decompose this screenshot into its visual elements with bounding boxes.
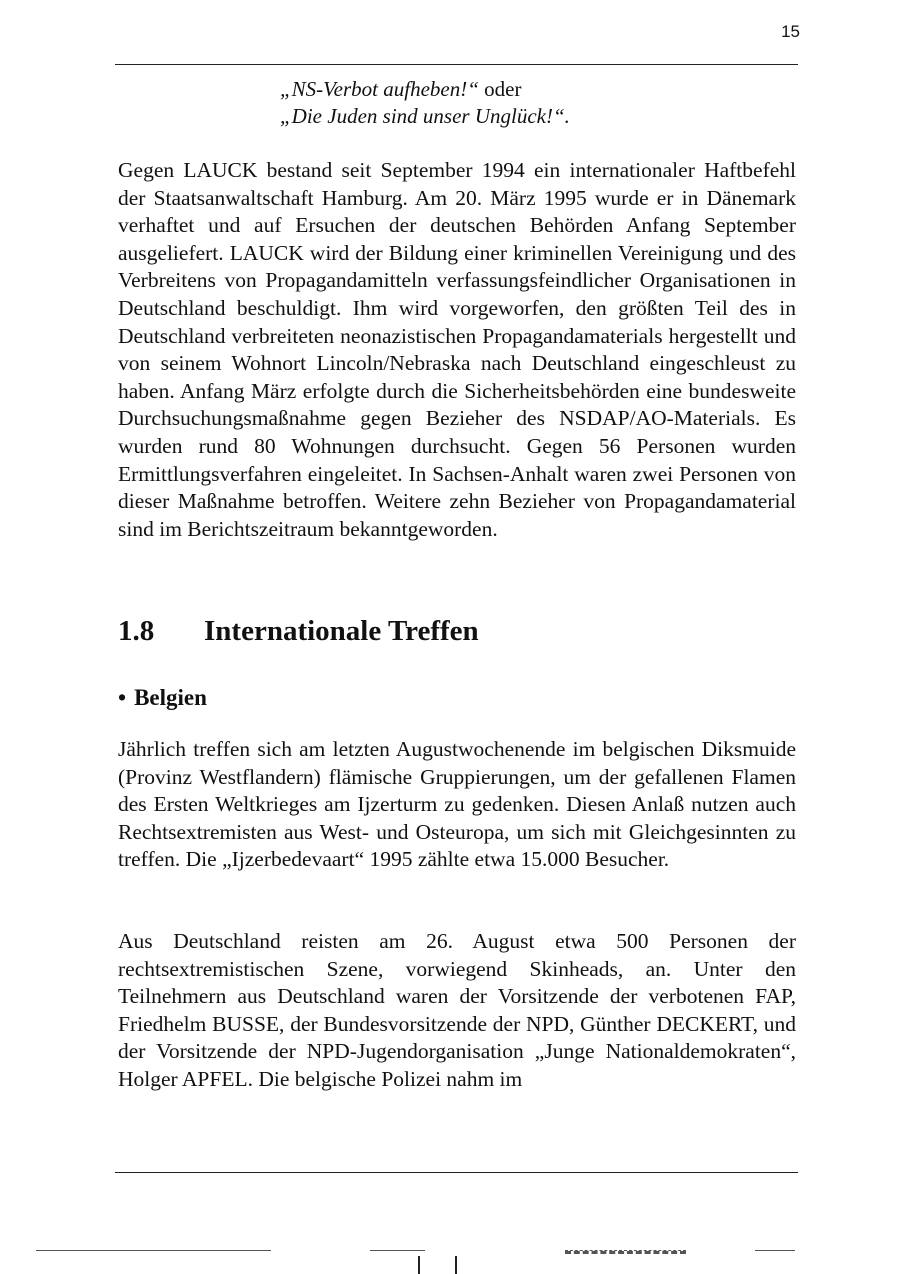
section-heading — [118, 614, 479, 648]
bullet-icon: • — [118, 685, 127, 710]
scan-artifact-mark — [455, 1256, 457, 1274]
header-rule — [115, 64, 798, 65]
scan-artifact-line — [36, 1250, 271, 1251]
footer-rule — [115, 1172, 798, 1173]
quote-line-1 — [280, 76, 521, 102]
paragraph-diksmuide: Jährlich treffen sich am letzten Augustwochenende im belgischen Diksmuide (Provinz Westflandern) flämische Gruppierungen, um der gefallenen Flamen des Ersten Weltkrieges am Ijzerturm zu gedenken. Diesen Anlaß nutzen auch Rechtsextremisten aus West- und Osteuropa, um sich mit Gleichgesinnten zu treffen. Die „Ijzerbedevaart“ 1995 zählte etwa 15.000 Besucher. — [118, 737, 796, 872]
quote-slogan-2: „Die Juden sind unser Unglück!“. — [280, 104, 570, 128]
section-number: 1.8 — [118, 615, 155, 647]
paragraph-lauck: Gegen LAUCK bestand seit September 1994 ein internationaler Haftbefehl der Staatsanwaltschaft Hamburg. Am 20. März 1995 wurde er in Dänemark verhaftet und auf Ersuchen der deutschen Behörden Anfang September ausgeliefert. LAUCK wird der Bildung einer kriminellen Vereinigung und des Verbreitens von Propagandamitteln verfassungsfeindlicher Organisationen in Deutschland beschuldigt. Ihm wird vorgeworfen, den größten Teil des in Deutschland verbreiteten neonazistischen Propagandamaterials hergestellt und von seinem Wohnort Lincoln/Nebraska nach Deutschland eingeschleust zu haben. Anfang März erfolgte durch die Sicherheitsbehörden eine bundesweite Durchsuchungsmaßnahme gegen Bezieher des NSDAP/AO-Materials. Es wurden rund 80 Wohnungen durchsucht. Gegen 56 Personen wurden Ermittlungsverfahren eingeleitet. In Sachsen-Anhalt waren zwei Personen von dieser Maßnahme betroffen. Weitere zehn Bezieher von Propagandamaterial sind im Berichtszeitraum bekanntgeworden. — [118, 158, 796, 541]
scan-artifact-line — [565, 1250, 686, 1254]
scan-artifact-line — [755, 1250, 795, 1251]
scan-artifact-line — [370, 1250, 425, 1251]
quote-slogan-1: „NS-Verbot aufheben!“ — [280, 77, 479, 101]
paragraph-teilnehmer: Aus Deutschland reisten am 26. August etwa 500 Personen der rechtsextremistischen Szene, vorwiegend Skinheads, an. Unter den Teilnehmern aus Deutschland waren der Vorsitzende der verbotenen FAP, Friedhelm BUSSE, der Bundesvorsitzende der NPD, Günther DECKERT, und der Vorsitzende der NPD-Jugendorganisation „Junge Nationaldemokraten“, Holger APFEL. Die belgische Polizei nahm im — [118, 929, 796, 1091]
page-number: 15 — [781, 22, 800, 41]
quote-line-2 — [280, 103, 570, 129]
section-title: Internationale Treffen — [204, 615, 479, 647]
subsection-heading — [118, 684, 207, 712]
scan-artifact-mark — [418, 1256, 420, 1274]
subsection-title: Belgien — [134, 685, 207, 710]
quote-connector: oder — [478, 77, 522, 101]
